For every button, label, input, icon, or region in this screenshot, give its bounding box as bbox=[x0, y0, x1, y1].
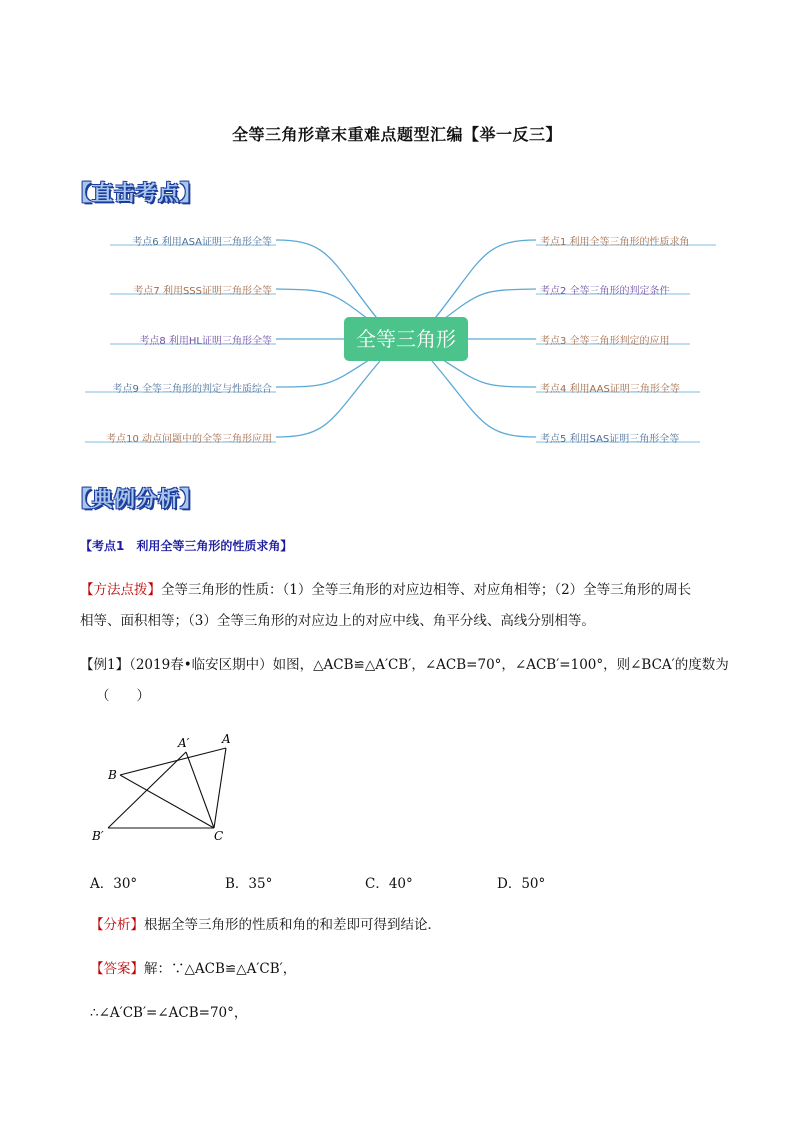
triangle-figure bbox=[80, 728, 270, 848]
label-B-prime: B′ bbox=[92, 829, 104, 843]
choice-a: A．30° bbox=[90, 876, 138, 892]
mindmap-item-kaodian-9: 考点9 全等三角形的判定与性质综合 bbox=[112, 384, 272, 395]
mindmap-item-kaodian-4: 考点4 利用AAS证明三角形全等 bbox=[540, 384, 680, 395]
branch-line-left-4 bbox=[276, 358, 372, 387]
method-paragraph bbox=[80, 575, 730, 637]
analysis-line bbox=[90, 910, 441, 941]
branch-line-right-5 bbox=[432, 361, 536, 437]
label-C: C bbox=[214, 829, 224, 843]
example-1-question bbox=[80, 650, 740, 712]
mindmap-item-kaodian-7: 考点7 利用SSS证明三角形全等 bbox=[133, 286, 272, 297]
branch-line-left-5 bbox=[276, 361, 380, 437]
mindmap-item-kaodian-1: 考点1 利用全等三角形的性质求角 bbox=[540, 237, 690, 248]
answer-text: 解：∵△ACB≌△A′CB′， bbox=[144, 961, 297, 977]
segment-A-C bbox=[214, 748, 226, 828]
label-B: B bbox=[108, 768, 117, 782]
method-text-2: 相等、面积相等；（3）全等三角形的对应边上的对应中线、角平分线、高线分别相等。 bbox=[80, 613, 595, 629]
mindmap-item-kaodian-10: 考点10 动点问题中的全等三角形应用 bbox=[106, 434, 272, 445]
branch-line-right-1 bbox=[432, 240, 536, 322]
analysis-label: 【分析】 bbox=[90, 917, 144, 933]
choice-c: C．40° bbox=[365, 876, 413, 892]
mindmap-item-kaodian-6: 考点6 利用ASA证明三角形全等 bbox=[132, 237, 272, 248]
answer-label: 【答案】 bbox=[90, 961, 144, 977]
mindmap-center-node: 全等三角形 bbox=[344, 317, 468, 361]
choice-b: B．35° bbox=[225, 876, 273, 892]
example-1-blank: （ ） bbox=[96, 688, 150, 704]
mindmap-item-kaodian-3: 考点3 全等三角形判定的应用 bbox=[540, 336, 670, 347]
segment-B-C bbox=[120, 775, 214, 828]
branch-line-right-4 bbox=[440, 358, 536, 387]
segment-A-prime-C bbox=[186, 752, 214, 828]
segment-B-A bbox=[120, 748, 226, 775]
method-text-1: 全等三角形的性质：（1）全等三角形的对应边相等、对应角相等；（2）全等三角形的周长 bbox=[161, 582, 692, 598]
solution-step-1: ∴∠A′CB′=∠ACB=70°， bbox=[90, 1005, 248, 1021]
mindmap-item-kaodian-8: 考点8 利用HL证明三角形全等 bbox=[139, 336, 272, 347]
document-title: 全等三角形章末重难点题型汇编【举一反三】 bbox=[231, 125, 562, 144]
answer-line bbox=[90, 954, 296, 985]
method-label: 【方法点拨】 bbox=[80, 582, 161, 598]
section-heading-examples: 【典例分析】 bbox=[70, 487, 202, 511]
example-1-text: 【例1】（2019春•临安区期中）如图，△ACB≌△A′CB′，∠ACB=70°，∠ACB′=100°，则∠BCA′的度数为 bbox=[80, 657, 729, 673]
mindmap-item-kaodian-5: 考点5 利用SAS证明三角形全等 bbox=[540, 434, 680, 445]
choice-d: D．50° bbox=[497, 876, 546, 892]
analysis-text: 根据全等三角形的性质和角的和差即可得到结论． bbox=[144, 917, 441, 933]
kaodian-1-heading: 【考点1 利用全等三角形的性质求角】 bbox=[80, 539, 293, 553]
section-heading-key-points: 【直击考点】 bbox=[70, 181, 202, 205]
branch-line-left-1 bbox=[276, 240, 380, 322]
mindmap-item-kaodian-2: 考点2 全等三角形的判定条件 bbox=[540, 286, 670, 297]
label-A: A bbox=[222, 732, 231, 746]
label-A-prime: A′ bbox=[178, 736, 190, 750]
